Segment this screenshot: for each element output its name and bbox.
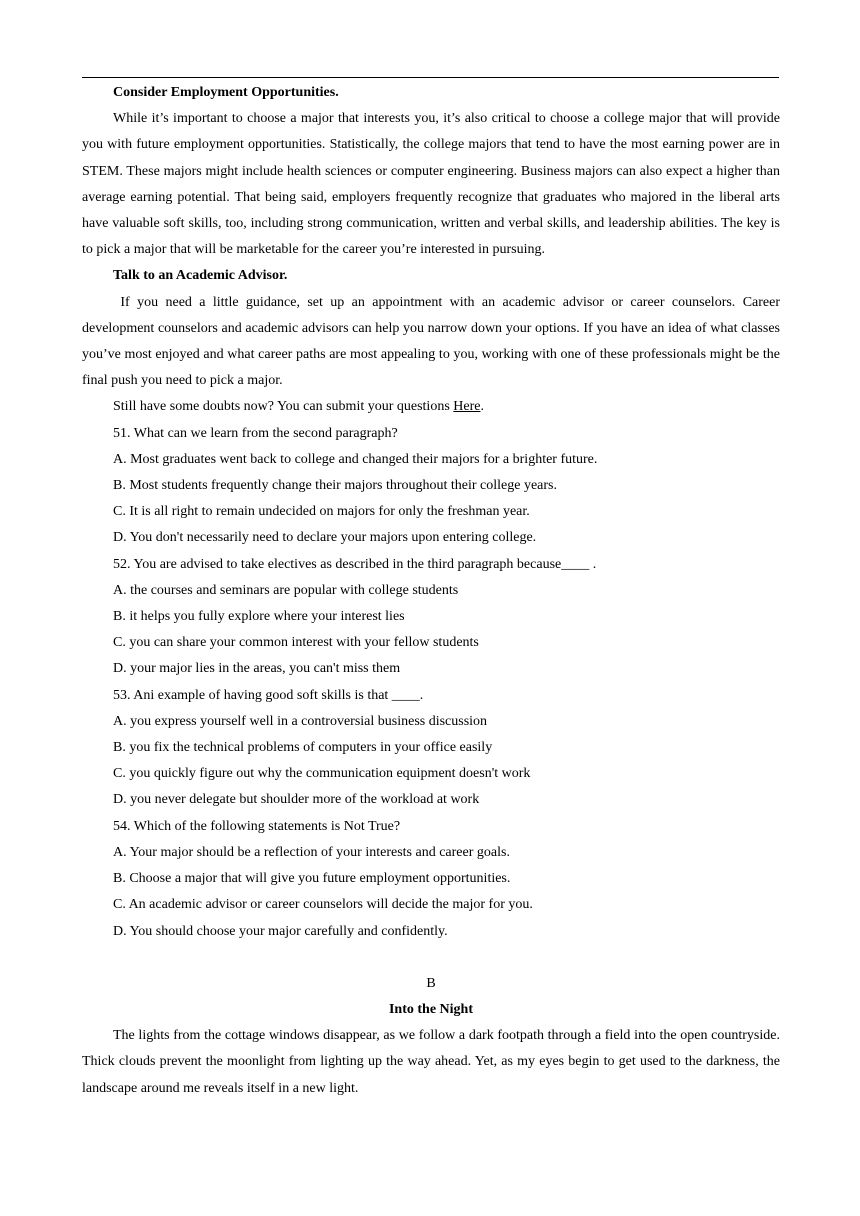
option-a: A. you express yourself well in a controversial business discussion	[113, 713, 488, 729]
option-c: C. you can share your common interest with your fellow students	[113, 635, 479, 651]
option-d: D. You don't necessarily need to declare your majors upon entering college.	[113, 530, 537, 546]
paragraph-advisor: If you need a little guidance, set up an appointment with an academic advisor or career counselors. Career development counselors and academic advisors can help you narrow down your options. If you have an idea of what classes you’ve most enjoyed and what career paths are most appealing to you, working with one of these professionals might be the final push you need to pick a major.	[82, 294, 784, 389]
paragraph-employment: While it’s important to choose a major that interests you, it’s also critical to choose a college major that will provide you with future employment opportunities. Statistically, the college majors that tend to have the most earning power are in STEM. These majors might include health sciences or computer engineering. Business majors can also expect a higher than average earning potential. That being said, employers frequently recognize that graduates who majored in the liberal arts have valuable soft skills, too, including strong communication, written and verbal skills, and leadership abilities. The key is to pick a major that will be marketable for the career you’re interested in pursuing.	[82, 111, 780, 258]
question-stem: 51. What can we learn from the second paragraph?	[113, 425, 398, 441]
doubts-suffix: .	[480, 399, 484, 415]
passage-title: Into the Night	[388, 1001, 473, 1017]
option-b: B. it helps you fully explore where your interest lies	[113, 609, 405, 625]
option-d: D. You should choose your major carefully and confidently.	[113, 923, 448, 939]
doubts-prefix: Still have some doubts now? You can submit your questions	[113, 399, 454, 415]
doubts-line	[82, 394, 780, 420]
submit-questions-link[interactable]: Here	[453, 399, 481, 415]
question-stem: 52. You are advised to take electives as described in the third paragraph because____ .	[113, 556, 597, 572]
option-a: A. Your major should be a reflection of your interests and career goals.	[113, 844, 510, 860]
section-gap	[82, 945, 780, 971]
option-b: B. you fix the technical problems of computers in your office easily	[113, 740, 493, 756]
question-54	[82, 814, 780, 945]
option-a: A. the courses and seminars are popular with college students	[113, 582, 459, 598]
option-d: D. you never delegate but shoulder more of the workload at work	[113, 792, 480, 808]
option-c: C. An academic advisor or career counselors will decide the major for you.	[113, 897, 533, 913]
option-a: A. Most graduates went back to college and changed their majors for a brighter future.	[113, 451, 598, 467]
question-51	[82, 421, 780, 552]
document-body	[82, 80, 784, 1102]
option-d: D. your major lies in the areas, you can't miss them	[113, 661, 401, 677]
question-stem: 54. Which of the following statements is Not True?	[113, 818, 401, 834]
question-stem: 53. Ani example of having good soft skills is that ____.	[113, 687, 424, 703]
option-b: B. Choose a major that will give you future employment opportunities.	[113, 871, 511, 887]
question-52	[82, 552, 780, 683]
heading-employment: Consider Employment Opportunities.	[113, 85, 339, 100]
question-53	[82, 683, 780, 814]
option-c: C. It is all right to remain undecided on majors for only the freshman year.	[113, 504, 530, 520]
section-letter: B	[426, 975, 436, 991]
top-rule	[82, 77, 779, 78]
heading-advisor: Talk to an Academic Advisor.	[113, 268, 288, 284]
option-c: C. you quickly figure out why the communication equipment doesn't work	[113, 766, 531, 782]
paragraph-night: The lights from the cottage windows disappear, as we follow a dark footpath through a field into the open countryside. Thick clouds prevent the moonlight from lighting up the way ahead. Yet, as my eyes begin to get used to the darkness, the landscape around me reveals itself in a new light.	[82, 1028, 780, 1096]
option-b: B. Most students frequently change their majors throughout their college years.	[113, 478, 558, 494]
